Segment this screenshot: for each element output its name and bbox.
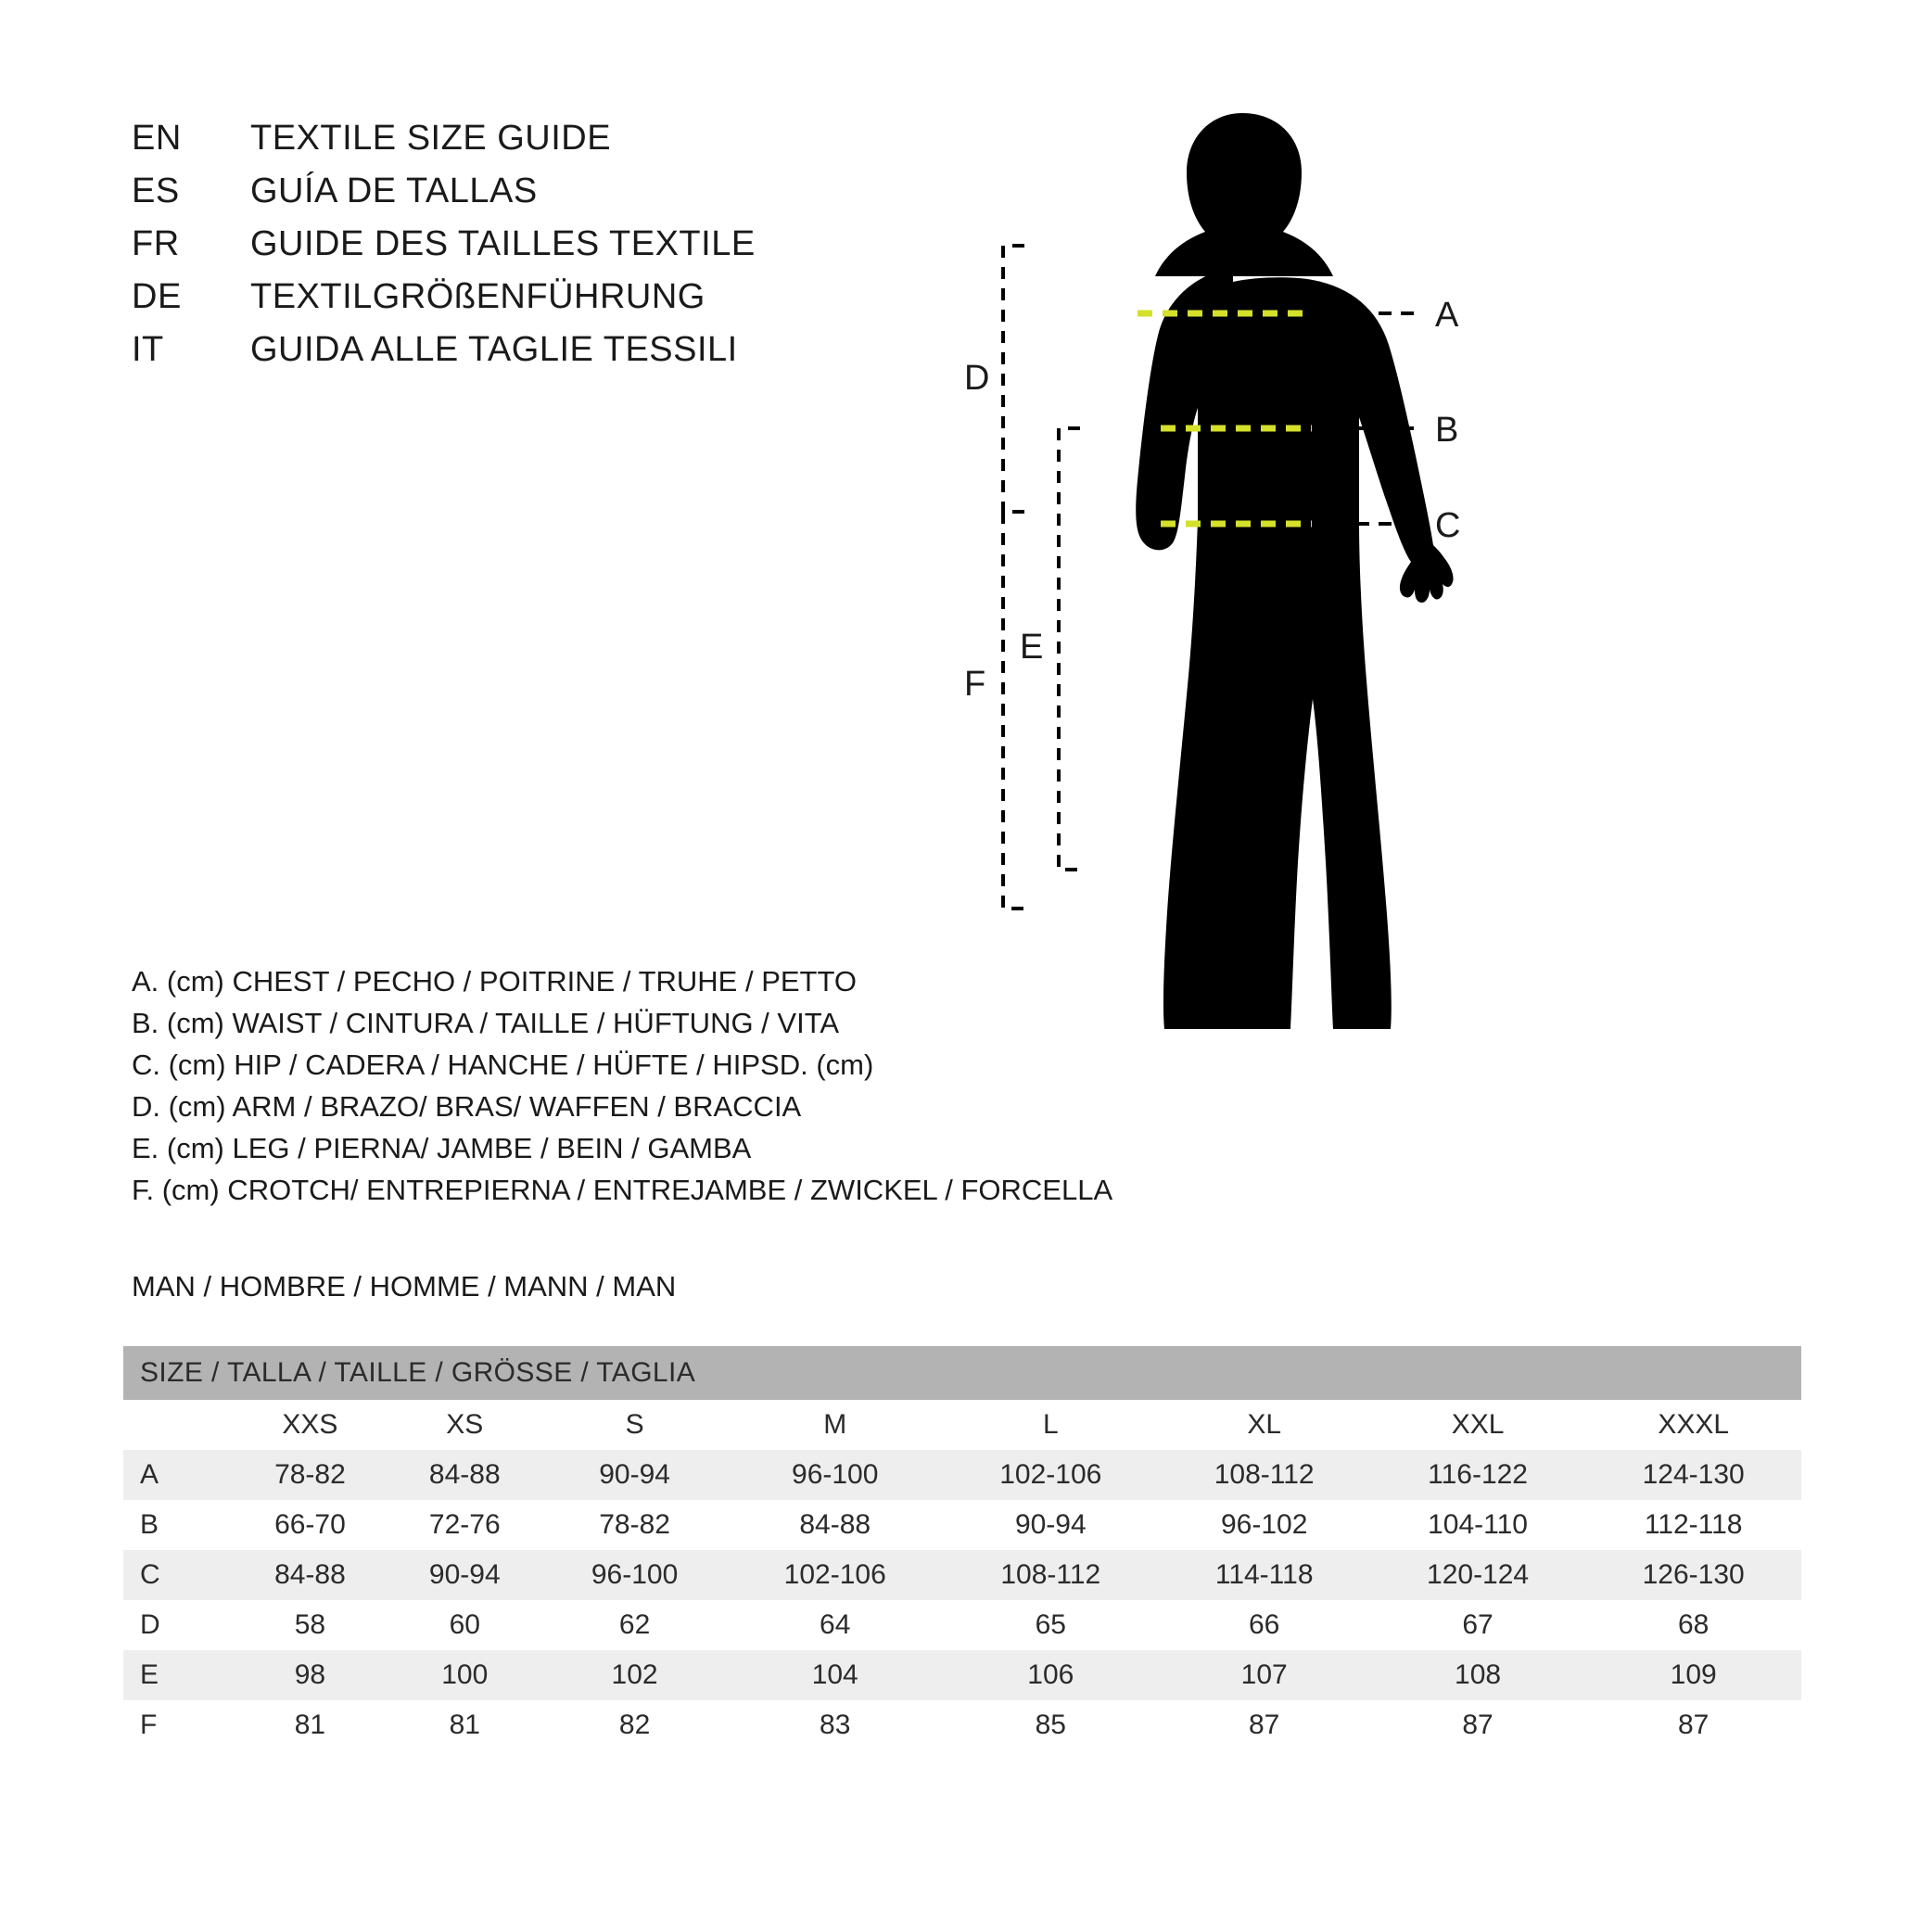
cell-a-xs: 84-88	[388, 1450, 542, 1500]
cell-b-xl: 96-102	[1220, 1509, 1308, 1540]
table-header-band	[123, 1346, 1801, 1400]
cell-d-l: 65	[1035, 1609, 1066, 1640]
column-header-l: L	[943, 1400, 1159, 1450]
column-header-xl: XL	[1159, 1400, 1370, 1450]
cell-d-xs: 60	[449, 1609, 480, 1640]
title-lang-de: DE	[132, 277, 182, 316]
cell-a-xxs: 78-82	[233, 1450, 388, 1500]
legend-line-a: A. (cm) CHEST / PECHO / POITRINE / TRUHE / PETTO	[132, 965, 857, 998]
size-diagram	[964, 83, 1854, 1289]
table-row	[123, 1650, 1801, 1700]
cell-a-xxxl: 124-130	[1585, 1450, 1801, 1500]
title-text-fr: GUIDE DES TAILLES TEXTILE	[250, 224, 756, 263]
cell-c-xs: 90-94	[388, 1550, 542, 1600]
title-text-en: TEXTILE SIZE GUIDE	[250, 119, 612, 158]
label-e: E	[1020, 628, 1044, 667]
title-row	[132, 277, 892, 317]
cell-a-s: 90-94	[542, 1450, 728, 1500]
label-f: F	[964, 665, 986, 704]
cell-e-s: 102	[542, 1650, 728, 1700]
cell-f-s: 82	[618, 1710, 651, 1740]
table-header-label: SIZE / TALLA / TAILLE / GRÖSSE / TAGLIA	[123, 1346, 1801, 1400]
cell-a-xl: 108-112	[1159, 1450, 1370, 1500]
cell-d-m: 64	[820, 1609, 851, 1640]
legend-line-c: C. (cm) HIP / CADERA / HANCHE / HÜFTE / HIPSD. (cm)	[132, 1048, 874, 1081]
cell-e-xl: 107	[1159, 1650, 1370, 1700]
cell-b-xs: 72-76	[428, 1509, 501, 1540]
cell-e-xxs: 98	[233, 1650, 388, 1700]
row-label-f: F	[140, 1710, 158, 1740]
table-column-header-row	[123, 1400, 1801, 1450]
cell-b-xxxl: 112-118	[1644, 1509, 1743, 1540]
male-silhouette-icon	[1136, 113, 1453, 1029]
cell-e-xxl: 108	[1370, 1650, 1586, 1700]
cell-e-m: 104	[727, 1650, 943, 1700]
cell-c-xl: 114-118	[1159, 1550, 1370, 1600]
cell-c-xxs: 84-88	[233, 1550, 388, 1600]
title-text-de: TEXTILGRÖßENFÜHRUNG	[250, 277, 705, 316]
cell-f-xs: 81	[449, 1710, 480, 1740]
column-header-xxl: XXL	[1370, 1400, 1586, 1450]
title-text-es: GUÍA DE TALLAS	[250, 172, 538, 210]
row-label-a: A	[123, 1450, 233, 1500]
size-table	[123, 1346, 1801, 1750]
title-row	[132, 172, 892, 211]
cell-b-m: 84-88	[799, 1509, 871, 1540]
cell-e-l: 106	[943, 1650, 1159, 1700]
title-lang-es: ES	[132, 172, 180, 210]
cell-b-s: 78-82	[599, 1509, 670, 1540]
column-header-xxs: XXS	[233, 1400, 388, 1450]
cell-c-xxl: 120-124	[1370, 1550, 1586, 1600]
title-block	[132, 119, 892, 383]
title-row	[132, 119, 892, 159]
cell-f-l: 85	[1035, 1710, 1066, 1740]
cell-d-xxl: 67	[1462, 1609, 1493, 1640]
row-label-e: E	[123, 1650, 233, 1700]
crotch-dimension-bracket	[964, 512, 1024, 909]
cell-b-l: 90-94	[1014, 1509, 1087, 1540]
cell-e-xxxl: 109	[1585, 1650, 1801, 1700]
legend-line-e: E. (cm) LEG / PIERNA/ JAMBE / BEIN / GAMBA	[132, 1131, 752, 1164]
cell-f-m: 83	[820, 1710, 851, 1740]
table-row	[123, 1550, 1801, 1600]
title-text-it: GUIDA ALLE TAGLIE TESSILI	[250, 330, 738, 369]
table-row	[123, 1600, 1801, 1650]
cell-a-xxl: 116-122	[1370, 1450, 1586, 1500]
table-row	[123, 1700, 1801, 1750]
label-d: D	[964, 359, 990, 398]
column-header-m: M	[727, 1400, 943, 1450]
table-row	[123, 1450, 1801, 1500]
row-label-d: D	[140, 1609, 160, 1640]
row-label-c: C	[123, 1550, 233, 1600]
label-a: A	[1435, 296, 1459, 335]
legend-line-d: D. (cm) ARM / BRAZO/ BRAS/ WAFFEN / BRACCIA	[132, 1089, 802, 1123]
column-header-xs: XS	[388, 1400, 542, 1450]
cell-b-xxl: 104-110	[1428, 1509, 1528, 1540]
cell-a-m: 96-100	[727, 1450, 943, 1500]
cell-c-l: 108-112	[943, 1550, 1159, 1600]
cell-b-xxs: 66-70	[274, 1509, 346, 1540]
gender-label: MAN / HOMBRE / HOMME / MANN / MAN	[132, 1270, 677, 1303]
cell-f-xxxl: 87	[1677, 1710, 1710, 1740]
cell-f-xxs: 81	[294, 1710, 326, 1740]
cell-c-s: 96-100	[542, 1550, 728, 1600]
title-row	[132, 330, 892, 370]
cell-f-xl: 87	[1249, 1710, 1280, 1740]
cell-d-xxs: 58	[294, 1609, 326, 1640]
leg-dimension-bracket	[1020, 428, 1080, 870]
row-label-b: B	[140, 1509, 159, 1540]
table-row	[123, 1500, 1801, 1550]
cell-d-xl: 66	[1249, 1609, 1280, 1640]
title-row	[132, 224, 892, 264]
cell-f-xxl: 87	[1462, 1710, 1493, 1740]
legend-line-b: B. (cm) WAIST / CINTURA / TAILLE / HÜFTUNG / VITA	[132, 1006, 840, 1039]
cell-c-m: 102-106	[727, 1550, 943, 1600]
label-b: B	[1435, 411, 1459, 450]
column-header-s: S	[542, 1400, 728, 1450]
cell-e-xs: 100	[388, 1650, 542, 1700]
cell-c-xxxl: 126-130	[1585, 1550, 1801, 1600]
cell-d-xxxl: 68	[1677, 1609, 1710, 1640]
arm-dimension-bracket	[964, 246, 1024, 512]
legend-line-f: F. (cm) CROTCH/ ENTREPIERNA / ENTREJAMBE / ZWICKEL / FORCELLA	[132, 1173, 1113, 1206]
column-header-xxxl: XXXL	[1585, 1400, 1801, 1450]
cell-d-s: 62	[618, 1609, 651, 1640]
title-lang-en: EN	[132, 119, 182, 158]
title-lang-fr: FR	[132, 224, 180, 263]
corner-cell	[123, 1400, 233, 1450]
cell-a-l: 102-106	[943, 1450, 1159, 1500]
label-c: C	[1435, 506, 1461, 545]
title-lang-it: IT	[132, 330, 164, 369]
